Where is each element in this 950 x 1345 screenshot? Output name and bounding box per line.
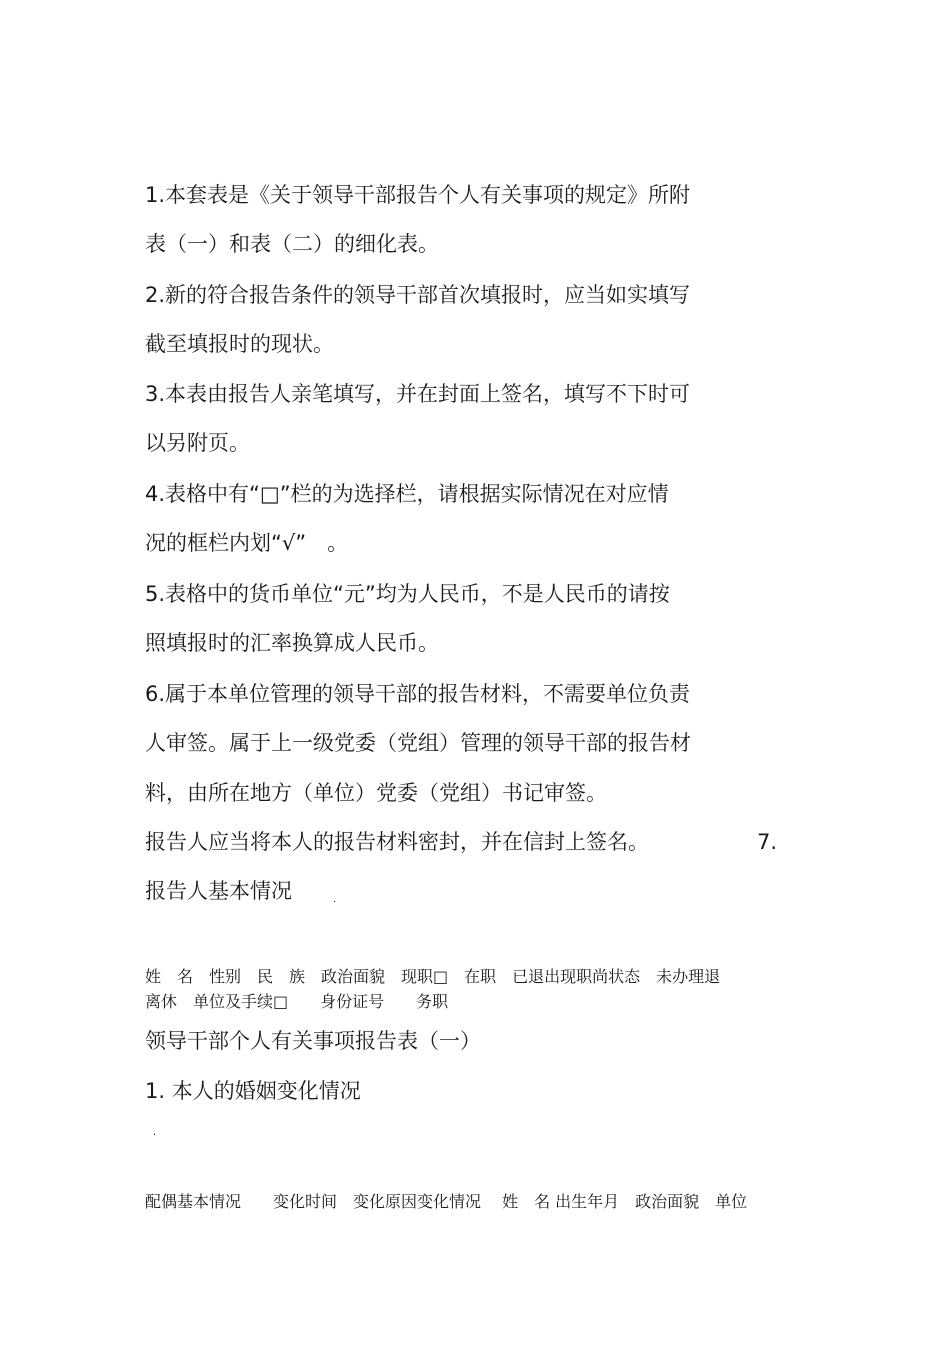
instruction-line-1: 1.本套表是《关于领导干部报告个人有关事项的规定》所附	[145, 183, 691, 207]
instruction-line-13: 料，由所在地方（单位）党委（党组）书记审签。	[145, 781, 607, 805]
instruction-line-7: 4.表格中有“□”栏的为选择栏，请根据实际情况在对应情	[145, 482, 669, 506]
form-title: 领导干部个人有关事项报告表（一）	[145, 1029, 481, 1053]
instruction-line-3: 2.新的符合报告条件的领导干部首次填报时，应当如实填写	[145, 283, 691, 307]
instruction-line-10: 照填报时的汇率换算成人民币。	[145, 631, 439, 655]
stray-dot-mark: .	[333, 894, 337, 905]
marriage-table-header: 配偶基本情况 变化时间 变化原因变化情况 姓 名 出生年月 政治面貌 单位	[145, 1192, 748, 1211]
section-1-title: 1. 本人的婚姻变化情况	[145, 1079, 361, 1103]
instruction-line-2: 表（一）和表（二）的细化表。	[145, 232, 439, 256]
instruction-line-5: 3.本表由报告人亲笔填写，并在封面上签名，填写不下时可	[145, 382, 691, 406]
basic-info-fields-line-1: 姓 名 性别 民 族 政治面貌 现职□ 在职 已退出现职尚状态 未办理退	[145, 967, 721, 986]
instruction-line-11: 6.属于本单位管理的领导干部的报告材料，不需要单位负责	[145, 682, 691, 706]
stray-dot-mark-2: .	[153, 1127, 157, 1138]
item-number-7: 7.	[757, 830, 778, 854]
instruction-line-4: 截至填报时的现状。	[145, 332, 334, 356]
instruction-line-14: 报告人应当将本人的报告材料密封，并在信封上签名。	[145, 830, 649, 854]
section-heading-basic-info: 报告人基本情况	[145, 879, 292, 903]
instruction-line-9: 5.表格中的货币单位“元”均为人民币，不是人民币的请按	[145, 582, 670, 606]
instruction-line-12: 人审签。属于上一级党委（党组）管理的领导干部的报告材	[145, 731, 691, 755]
basic-info-fields-line-2: 离休 单位及手续□ 身份证号 务职	[145, 992, 449, 1011]
instruction-line-8: 况的框栏内划“√” 。	[145, 531, 349, 555]
instruction-line-6: 以另附页。	[145, 431, 250, 455]
